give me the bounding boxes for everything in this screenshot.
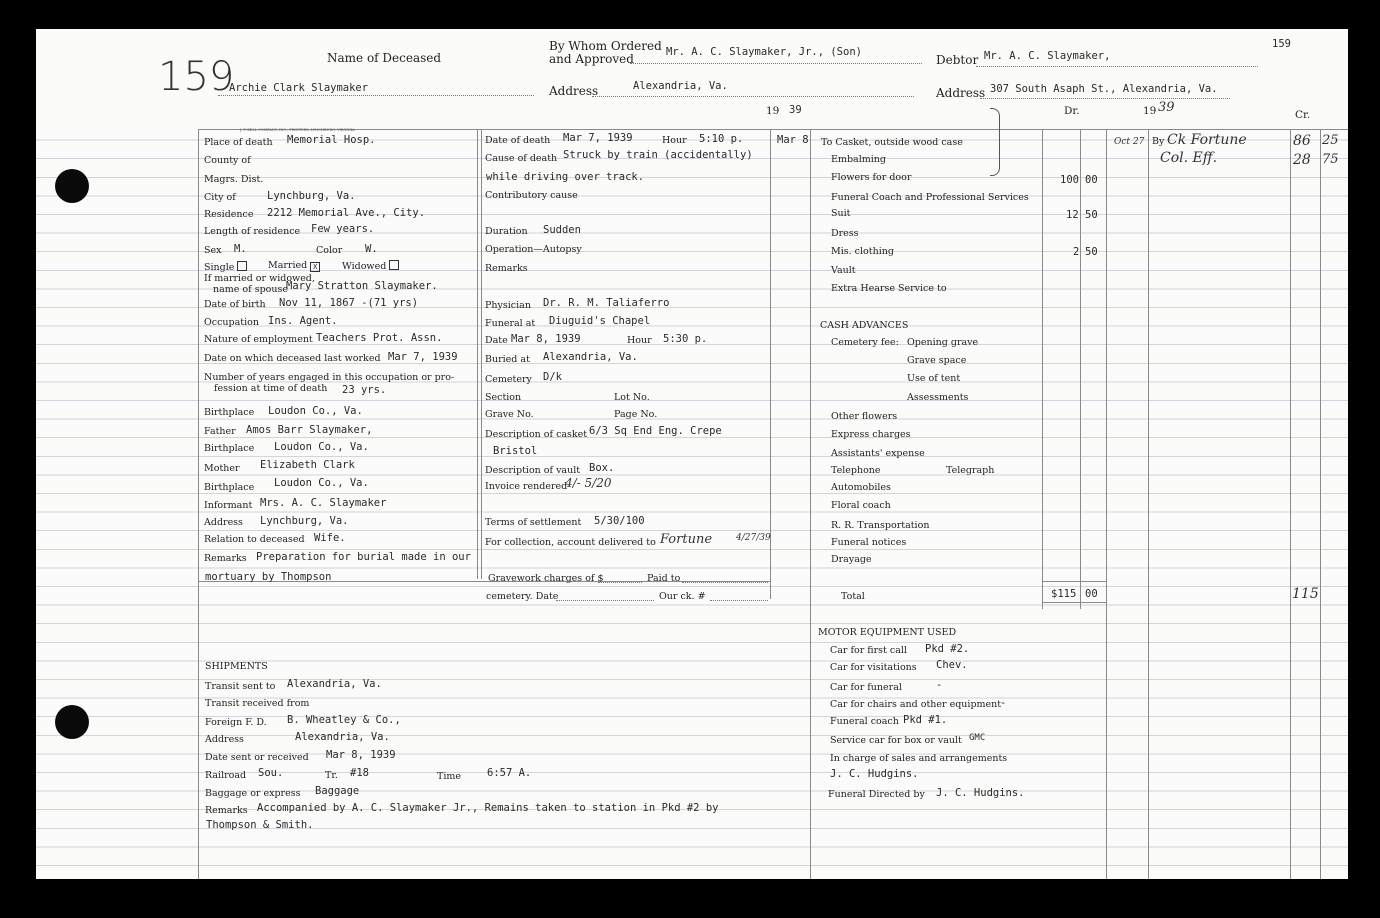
length-of-residence-value: Few years. <box>311 223 375 235</box>
floral-coach-label: Floral coach <box>831 500 891 511</box>
cemetery-label: Cemetery <box>485 374 532 385</box>
transit-sent-value: Alexandria, Va. <box>287 678 382 690</box>
dr-label: Dr. <box>1064 105 1080 117</box>
remarks-label: Remarks <box>204 553 247 564</box>
ordered-underline <box>630 63 922 64</box>
rule-left <box>198 129 199 879</box>
directed-by-label: Funeral Directed by <box>828 789 925 800</box>
terms-value: 5/30/100 <box>594 515 645 527</box>
funeral-hour-value: 5:30 p. <box>663 333 708 345</box>
year-prefix-1: 19 <box>766 105 780 117</box>
year-prefix-2: 19 <box>1143 105 1157 117</box>
section-label: Section <box>485 392 522 403</box>
residence-label: Residence <box>204 209 254 220</box>
spouse-label-2: name of spouse <box>213 284 288 295</box>
name-of-deceased-value: Archie Clark Slaymaker <box>229 82 369 94</box>
railroad-value: Sou. <box>258 767 284 779</box>
birthplace-label: Birthplace <box>204 407 255 418</box>
length-of-residence-label: Length of residence <box>204 226 301 237</box>
widowed-checkbox <box>342 260 399 272</box>
widowed-label: Widowed <box>342 261 387 272</box>
duration-label: Duration <box>485 226 528 237</box>
credit-amount-2: 28 <box>1293 152 1311 168</box>
rule-left-mid-2 <box>481 129 482 579</box>
punch-hole-top <box>55 169 89 203</box>
magrs-dist-label: Magrs. Dist. <box>204 174 264 185</box>
widowed-box <box>389 260 399 270</box>
credit-entry-2: Col. Eff. <box>1160 150 1218 166</box>
item-extra-hearse: Extra Hearse Service to <box>831 283 947 294</box>
occupation-label: Occupation <box>204 317 259 328</box>
item-suit: Suit <box>831 208 851 219</box>
rule-top <box>198 129 1348 130</box>
cause-of-death-label: Cause of death <box>485 153 558 164</box>
items-brace <box>990 108 1000 176</box>
cemetery-date-underline <box>556 600 654 601</box>
shipment-remarks-label: Remarks <box>205 805 248 816</box>
telegraph-label: Telegraph <box>946 465 995 476</box>
married-checkbox <box>268 260 320 272</box>
rule-dr-mid <box>1080 129 1081 609</box>
shipment-remarks-value: Accompanied by A. C. Slaymaker Jr., Remains taken to station in Pkd #2 by <box>257 802 719 814</box>
sex-label: Sex <box>204 245 222 256</box>
baggage-label: Baggage or express <box>205 788 301 799</box>
item-casket: To Casket, outside wood case <box>821 137 963 148</box>
cash-advances-title: CASH ADVANCES <box>820 320 909 331</box>
cause-of-death-continuation: while driving over track. <box>486 171 645 183</box>
buried-at-value: Alexandria, Va. <box>543 351 638 363</box>
rule-cr-cents <box>1320 129 1321 879</box>
duration-value: Sudden <box>543 224 581 236</box>
service-car-label: Service car for box or vault <box>830 735 962 746</box>
single-checkbox <box>204 261 247 273</box>
residence-value: 2212 Memorial Ave., City. <box>267 207 426 219</box>
date-sent-value: Mar 8, 1939 <box>326 749 396 761</box>
operation-label: Operation—Autopsy <box>485 244 582 255</box>
item-dress: Dress <box>831 228 859 239</box>
item-funeral-coach: Funeral Coach and Professional Services <box>831 192 1029 203</box>
year-value-1: 39 <box>789 104 802 116</box>
date-of-death-label: Date of death <box>485 135 551 146</box>
collection-value: Fortune <box>660 532 713 547</box>
father-birthplace-value: Loudon Co., Va. <box>274 441 369 453</box>
visitations-label: Car for visitations <box>830 662 917 673</box>
credit-total: 115 <box>1292 586 1319 602</box>
debtor-address-value: 307 South Asaph St., Alexandria, Va. <box>990 83 1218 95</box>
year-value-2: 39 <box>1158 100 1175 115</box>
shipment-remarks-continuation: Thompson & Smith. <box>206 819 314 831</box>
cemetery-value: D/k <box>543 371 562 383</box>
city-value: Lynchburg, Va. <box>267 190 356 202</box>
father-birthplace-label: Birthplace <box>204 443 255 454</box>
train-label: Tr. <box>325 770 338 781</box>
single-label: Single <box>204 262 235 273</box>
credit-cents-1: 25 <box>1322 133 1339 148</box>
time-value: 6:57 A. <box>487 767 532 779</box>
railroad-label: Railroad <box>205 770 247 781</box>
funeral-at-value: Diuguid's Chapel <box>549 315 651 327</box>
death-hour-label: Hour <box>662 135 687 146</box>
credit-by-label: By <box>1152 136 1165 147</box>
our-check-underline <box>710 600 768 601</box>
credit-date: Oct 27 <box>1114 137 1145 147</box>
invoice-label: Invoice rendered <box>485 481 568 492</box>
item-flowers-cents: 00 <box>1085 174 1098 186</box>
address-value: Alexandria, Va. <box>633 80 728 92</box>
mother-birthplace-value: Loudon Co., Va. <box>274 477 369 489</box>
debtor-underline <box>976 66 1258 67</box>
funeral-coach-value: Pkd #1. <box>903 714 948 726</box>
transit-received-label: Transit received from <box>205 698 310 709</box>
use-of-tent-label: Use of tent <box>907 373 961 384</box>
opening-grave-label: Opening grave <box>907 337 979 348</box>
nature-of-employment-label: Nature of employment <box>204 334 313 345</box>
last-worked-value: Mar 7, 1939 <box>388 351 458 363</box>
transit-sent-label: Transit sent to <box>205 681 276 692</box>
credit-amount-1: 86 <box>1293 133 1311 149</box>
nature-of-employment-value: Teachers Prot. Assn. <box>316 332 443 344</box>
spouse-label-1: If married or widowed, <box>204 273 315 284</box>
foreign-fd-label: Foreign F. D. <box>205 717 267 728</box>
married-label: Married <box>268 260 308 271</box>
first-call-label: Car for first call <box>830 645 907 656</box>
casket-label: Description of casket <box>485 429 588 440</box>
funeral-coach-label: Funeral coach <box>830 716 899 727</box>
paid-to-underline <box>682 582 768 583</box>
baggage-value: Baggage <box>315 785 360 797</box>
assistants-expense-label: Assistants' expense <box>831 448 925 459</box>
years-engaged-label-1: Number of years engaged in this occupation or pro- <box>204 372 455 383</box>
collection-label: For collection, account delivered to <box>485 537 656 548</box>
rr-transportation-label: R. R. Transportation <box>831 520 930 531</box>
father-value: Amos Barr Slaymaker, <box>246 424 373 436</box>
married-box: X <box>310 262 320 272</box>
birthplace-value: Loudon Co., Va. <box>268 405 363 417</box>
motor-title: MOTOR EQUIPMENT USED <box>818 627 957 638</box>
rule-date-col <box>810 129 811 879</box>
vault-value: Box. <box>589 462 615 474</box>
account-date: Mar 8 <box>777 134 809 146</box>
buried-at-label: Buried at <box>485 354 530 365</box>
page-label: Page No. <box>614 409 658 420</box>
drayage-label: Drayage <box>831 554 872 565</box>
collection-date: 4/27/39 <box>736 533 771 543</box>
express-charges-label: Express charges <box>831 429 911 440</box>
relation-label: Relation to deceased <box>204 534 305 545</box>
grave-label: Grave No. <box>485 409 534 420</box>
rule-total-bottom <box>1042 602 1106 603</box>
assessments-label: Assessments <box>907 392 969 403</box>
handwritten-card-number: 159 <box>158 54 235 100</box>
cemetery-date-label: cemetery. Date <box>486 591 559 602</box>
date-of-death-value: Mar 7, 1939 <box>563 132 633 144</box>
place-of-death-label: Place of death <box>204 137 273 148</box>
color-value: W. <box>365 243 378 255</box>
rule-cr-amount <box>1290 129 1291 879</box>
funeral-car-value: - <box>936 679 943 691</box>
sex-value: M. <box>234 243 247 255</box>
automobiles-label: Automobiles <box>831 482 891 493</box>
item-clothing-cents: 50 <box>1085 246 1098 258</box>
our-check-label: Our ck. # <box>659 591 706 602</box>
funeral-date-value: Mar 8, 1939 <box>511 333 581 345</box>
last-worked-label: Date on which deceased last worked <box>204 353 381 364</box>
cr-label: Cr. <box>1295 109 1311 121</box>
ordered-by-label: By Whom Ordered <box>549 39 662 53</box>
rule-cr-date <box>1148 129 1149 879</box>
in-charge-value: J. C. Hudgins. <box>830 768 919 780</box>
grave-space-label: Grave space <box>907 355 967 366</box>
mother-label: Mother <box>204 463 240 474</box>
invoice-value: 4/- 5/20 <box>565 476 612 490</box>
cause-of-death-value: Struck by train (accidentally) <box>563 149 753 161</box>
years-engaged-value: 23 yrs. <box>342 384 387 396</box>
single-box <box>237 261 247 271</box>
casket-value: 6/3 Sq End Eng. Crepe <box>589 425 722 437</box>
punch-hole-bottom <box>55 705 89 739</box>
chairs-car-label: Car for chairs and other equipment <box>830 699 1002 710</box>
cemetery-fee-label: Cemetery fee: <box>831 337 899 348</box>
date-sent-label: Date sent or received <box>205 752 309 763</box>
item-suit-cents: 50 <box>1085 209 1098 221</box>
rule-left-mid <box>477 129 478 579</box>
funeral-hour-label: Hour <box>627 335 652 346</box>
item-embalming: Embalming <box>831 154 886 165</box>
physician-label: Physician <box>485 300 531 311</box>
chairs-car-value: - <box>1000 697 1007 709</box>
service-car-value: GMC <box>969 733 986 743</box>
address-label: Address <box>549 84 599 98</box>
father-label: Father <box>204 426 236 437</box>
terms-label: Terms of settlement <box>485 517 582 528</box>
occupation-value: Ins. Agent. <box>268 315 338 327</box>
informant-address-value: Lynchburg, Va. <box>260 515 349 527</box>
death-hour-value: 5:10 p. <box>699 133 744 145</box>
debtor-address-underline <box>980 98 1230 99</box>
in-charge-label: In charge of sales and arrangements <box>830 753 1008 764</box>
vault-label: Description of vault <box>485 465 581 476</box>
foreign-fd-value: B. Wheatley & Co., <box>287 714 401 726</box>
approved-label: and Approved <box>549 52 634 66</box>
gravework-underline <box>598 582 642 583</box>
train-value: #18 <box>350 767 369 779</box>
name-underline <box>218 95 534 96</box>
ordered-by-value: Mr. A. C. Slaymaker, Jr., (Son) <box>666 46 862 58</box>
remarks-value: Preparation for burial made in our <box>256 551 471 563</box>
item-suit-amount: 12 <box>1066 209 1079 221</box>
total-label: Total <box>841 591 865 602</box>
shipment-address-value: Alexandria, Va. <box>295 731 390 743</box>
debtor-label: Debtor <box>936 53 979 67</box>
relation-value: Wife. <box>314 532 346 544</box>
informant-label: Informant <box>204 500 253 511</box>
color-label: Color <box>316 245 343 256</box>
date-of-birth-label: Date of birth <box>204 299 266 310</box>
item-vault: Vault <box>831 265 856 276</box>
years-engaged-label-2: fession at time of death <box>214 383 328 394</box>
shipments-title: SHIPMENTS <box>205 661 268 672</box>
item-flowers-for-door: Flowers for door <box>831 172 912 183</box>
date-of-birth-value: Nov 11, 1867 -(71 yrs) <box>279 297 419 309</box>
first-call-value: Pkd #2. <box>925 643 970 655</box>
other-flowers-label: Other flowers <box>831 411 898 422</box>
directed-by-value: J. C. Hudgins. <box>936 787 1025 799</box>
shipment-address-label: Address <box>205 734 244 745</box>
rule-dr-right <box>1106 129 1107 879</box>
total-amount: $115 <box>1051 588 1077 600</box>
city-label: City of <box>204 192 236 203</box>
credit-cents-2: 75 <box>1322 152 1339 167</box>
rule-mid <box>770 129 771 599</box>
rule-dr-left <box>1042 129 1043 609</box>
rule-total-top <box>1042 581 1106 582</box>
remarks-continuation: mortuary by Thompson <box>205 571 332 583</box>
county-label: County of <box>204 155 251 166</box>
funeral-date-label: Date <box>485 335 508 346</box>
telephone-label: Telephone <box>831 465 881 476</box>
physician-value: Dr. R. M. Taliaferro <box>543 297 670 309</box>
address-underline <box>592 96 914 97</box>
paid-to-label: Paid to <box>647 573 681 584</box>
contributory-cause-label: Contributory cause <box>485 190 578 201</box>
printer-note: J. P. BELL COMPANY, INC., PRINTERS, LYNCHBURG, VIRGINIA <box>240 128 355 132</box>
place-of-death-value: Memorial Hosp. <box>287 134 376 146</box>
stamp-card-number: 159 <box>1272 38 1291 50</box>
funeral-at-label: Funeral at <box>485 318 536 329</box>
spouse-value: Mary Stratton Slaymaker. <box>286 280 438 292</box>
time-label: Time <box>437 771 462 782</box>
funeral-car-label: Car for funeral <box>830 682 902 693</box>
debtor-address-label: Address <box>936 86 986 100</box>
middle-remarks-label: Remarks <box>485 263 528 274</box>
name-of-deceased-label: Name of Deceased <box>327 51 442 65</box>
total-cents: 00 <box>1085 588 1098 600</box>
lot-label: Lot No. <box>614 392 650 403</box>
mother-value: Elizabeth Clark <box>260 459 355 471</box>
debtor-value: Mr. A. C. Slaymaker, <box>984 50 1111 62</box>
item-clothing-amount: 2 <box>1073 246 1080 258</box>
informant-value: Mrs. A. C. Slaymaker <box>260 497 387 509</box>
item-mis-clothing: Mis. clothing <box>831 246 894 257</box>
informant-address-label: Address <box>204 517 243 528</box>
visitations-value: Chev. <box>936 659 968 671</box>
funeral-notices-label: Funeral notices <box>831 537 907 548</box>
gravework-label: Gravework charges of $ <box>488 573 604 584</box>
item-flowers-amount: 100 <box>1060 174 1079 186</box>
casket-continuation: Bristol <box>493 445 538 457</box>
mother-birthplace-label: Birthplace <box>204 482 255 493</box>
credit-entry-1: Ck Fortune <box>1167 132 1247 148</box>
